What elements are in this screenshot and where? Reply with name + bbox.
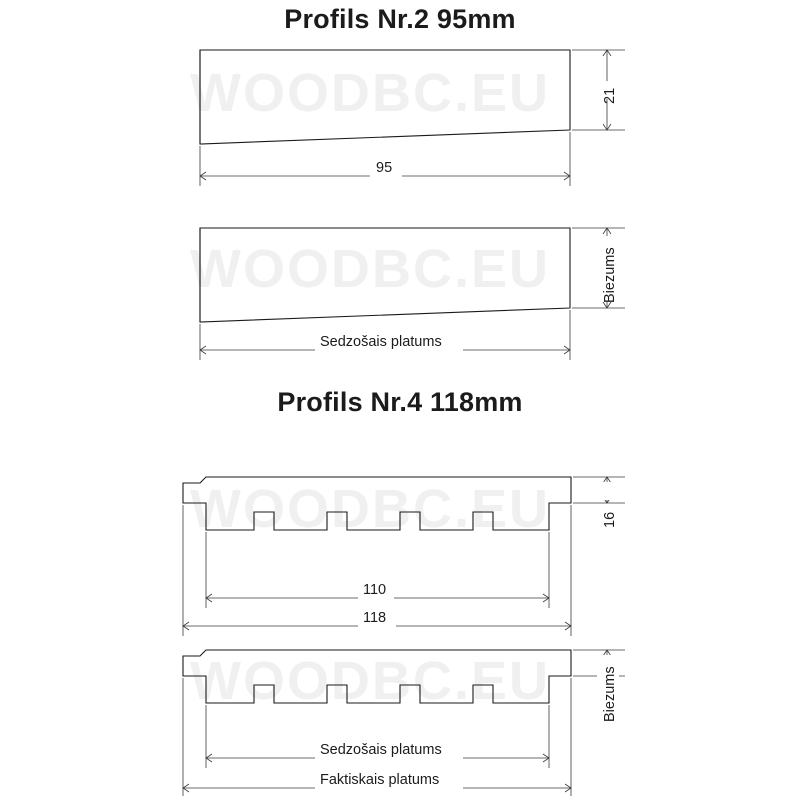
- profile-nr4-dim-extensions: [183, 477, 625, 636]
- dim-label-118: 118: [363, 610, 387, 626]
- dim-label-faktiskais-platums: Faktiskais platums: [320, 772, 440, 788]
- dim-label-sedzosais-platums: Sedzošais platums: [320, 334, 442, 350]
- section-title-profils-nr4: Profils Nr.4 118mm: [277, 387, 523, 417]
- dim-label-sedzosais-platums: Sedzošais platums: [320, 742, 442, 758]
- section-title-profils-nr2: Profils Nr.2 95mm: [284, 4, 516, 34]
- profile-nr4-dimensioned-shape: [183, 477, 571, 530]
- watermark: WOODBC.EU: [190, 479, 550, 539]
- profile-nr2-dimensioned-shape: [200, 50, 570, 144]
- dim-label-110: 110: [363, 582, 387, 598]
- dim-label-bg: [597, 482, 619, 500]
- dim-label-biezums: Biezums: [602, 247, 618, 303]
- dim-label-16: 16: [602, 511, 618, 528]
- watermark: WOODBC.EU: [190, 63, 550, 123]
- profile-nr4-named-shape: [183, 650, 571, 703]
- dim-label-21: 21: [602, 87, 618, 104]
- profile-nr2-named-shape: [200, 228, 570, 322]
- watermark: WOODBC.EU: [190, 239, 550, 299]
- dim-label-95: 95: [376, 160, 393, 176]
- profile-nr2-dim-extensions: [200, 50, 625, 186]
- dim-label-biezums: Biezums: [602, 666, 618, 722]
- watermark: WOODBC.EU: [190, 651, 550, 711]
